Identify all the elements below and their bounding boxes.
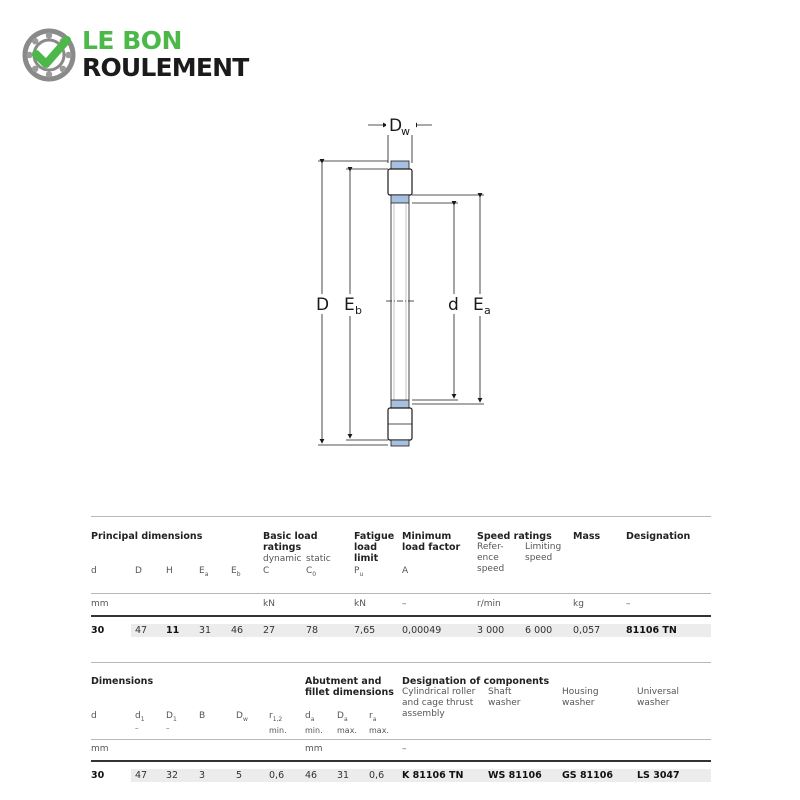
sym-Dw: $D_w$ [236,711,248,723]
label-Eb-sub: b [355,304,362,317]
cell-d: 30 [91,770,105,781]
sym-r12: $r_{1,2}$ min. [269,711,287,735]
cell-mass: 0,057 [573,625,601,636]
sym-Pu: $P_u$ [354,566,364,578]
cell-C0: 78 [306,625,319,636]
cell-Da: 31 [337,770,350,781]
sub-dynamic: dynamic [263,554,302,564]
sym-C: C [263,566,270,576]
table-rule [91,516,711,517]
label-D: D [316,295,330,315]
label-dw-sub: w [401,125,410,138]
brand-logo[interactable] [22,27,297,87]
cell-d1: 47 [135,770,148,781]
label-d: d [448,295,459,315]
sym-d: d [91,711,97,721]
table-rule [91,760,711,762]
cell-A: 0,00049 [402,625,442,636]
hdr-mass: Mass [573,531,601,542]
sub-static: static [306,554,331,564]
hdr-components: Designation of components [402,676,550,687]
sym-D: D [135,566,142,576]
label-Ea-sub: a [484,304,491,317]
table-rule [91,739,711,740]
components-table [91,662,711,792]
hdr-basic-load: Basic load ratings [263,531,318,553]
sym-ra: $r_a$ max. [369,711,389,735]
cell-lim-speed: 6 000 [525,625,553,636]
bearing-body [386,161,414,446]
cell-ref-speed: 3 000 [477,625,505,636]
cell-da: 46 [305,770,318,781]
unit-dash-designation: – [626,599,631,609]
hdr-designation: Designation [626,531,691,542]
cell-D: 47 [135,625,148,636]
sub-shaft-washer: Shaft washer [488,687,521,708]
label-Ea: E [473,295,484,315]
sym-Da: $D_a$ max. [337,711,357,735]
brand-name-top: LE BON [82,26,182,55]
brand-name-bottom: ROULEMENT [82,53,249,82]
hdr-dimensions: Dimensions [91,676,154,687]
sym-Eb: $E_b$ [231,566,241,578]
sym-d1: $d_1$ – [135,711,145,732]
hdr-min-load: Minimum load factor [402,531,461,553]
sym-D1: $D_1$ – [166,711,177,732]
sub-housing-washer: Housing washer [562,687,599,708]
unit-kN-ratings: kN [263,599,275,609]
unit-mm: mm [91,744,109,754]
sym-B: B [199,711,206,721]
sub-universal-washer: Universal washer [637,687,680,708]
unit-rpm: r/min [477,599,501,609]
unit-mm-abutment: mm [305,744,323,754]
sym-C0: $C_0$ [306,566,317,578]
sub-reference: Refer- ence speed [477,542,505,574]
cell-Eb: 46 [231,625,244,636]
cell-ra: 0,6 [369,770,385,781]
table-rule [91,615,711,617]
cell-Ea: 31 [199,625,212,636]
sym-d: d [91,566,97,576]
cell-H: 11 [166,625,180,636]
sub-cyl-assembly: Cylindrical roller and cage thrust assembly [402,687,476,719]
cell-designation[interactable]: 81106 TN [626,625,677,636]
sym-A: A [402,566,409,576]
cell-Pu: 7,65 [354,625,376,636]
cell-cyl-assembly[interactable]: K 81106 TN [402,770,464,781]
cell-d: 30 [91,625,105,636]
sym-H: H [166,566,173,576]
cell-universal-washer[interactable]: LS 3047 [637,770,680,781]
cell-Dw: 5 [236,770,243,781]
sub-limiting: Limiting speed [525,542,562,563]
bearing-check-icon [22,27,78,83]
cell-C: 27 [263,625,276,636]
unit-kg: kg [573,599,584,609]
unit-kN-fatigue: kN [354,599,366,609]
unit-mm: mm [91,599,109,609]
bearing-section-drawing [290,108,510,453]
cell-r12: 0,6 [269,770,285,781]
cell-housing-washer[interactable]: GS 81106 [562,770,613,781]
hdr-speed: Speed ratings [477,531,552,542]
sym-da: $d_a$ min. [305,711,323,735]
label-dw: D [389,116,403,136]
cell-B: 3 [199,770,206,781]
sym-Ea: $E_a$ [199,566,209,578]
cell-shaft-washer[interactable]: WS 81106 [488,770,542,781]
cell-D1: 32 [166,770,179,781]
unit-dash: – [402,744,407,754]
label-Eb: E [344,295,355,315]
table-rule [91,662,711,663]
unit-dash: – [402,599,407,609]
hdr-principal: Principal dimensions [91,531,203,542]
hdr-abutment: Abutment and fillet dimensions [305,676,394,698]
table-rule [91,593,711,594]
hdr-fatigue: Fatigue load limit [354,531,395,564]
principal-dimensions-table [91,516,711,638]
